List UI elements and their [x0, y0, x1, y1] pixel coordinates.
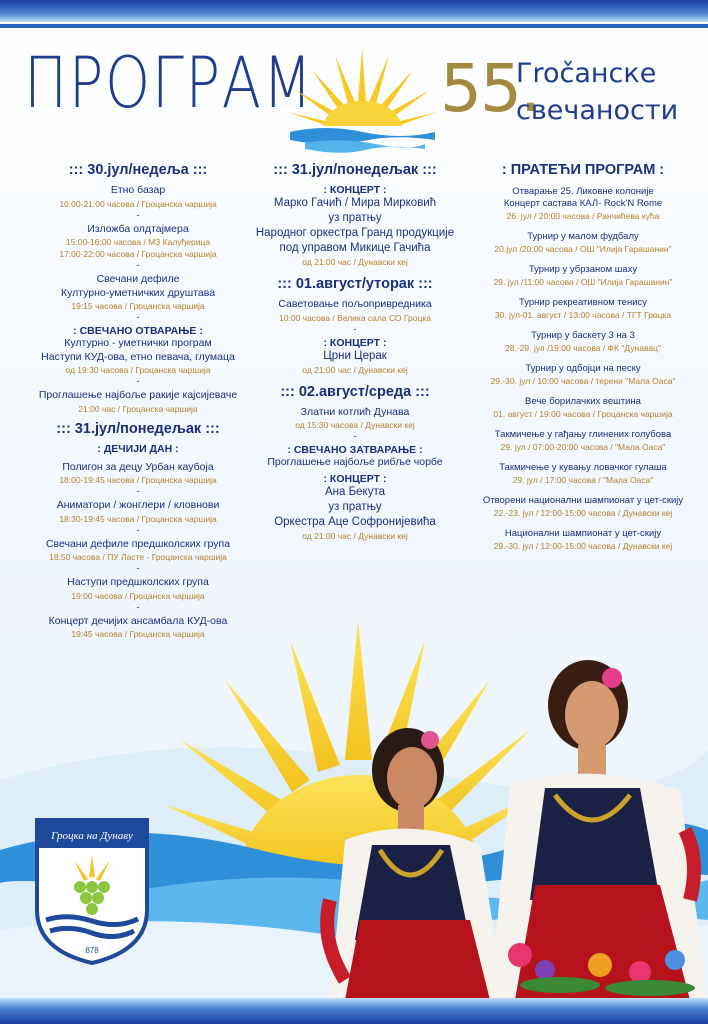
event-time: 29. јул / 07:00-20:00 часова / "Мала Оаса"	[500, 442, 666, 452]
event-time: 18:00-19:45 часова / Гроцанска чаршија	[59, 475, 217, 485]
event-name: под управом Микице Гачића	[279, 242, 431, 254]
event-time: од 21:00 час / Дунавски кеј	[302, 257, 408, 267]
event-block	[250, 184, 460, 268]
event-time: 20.јул /20:00 часова / ОШ "Илија Гарашанин"	[494, 244, 672, 254]
event-block	[465, 330, 701, 354]
event-name: Етно базар	[110, 184, 166, 196]
day-heading-31-jul: ::: 31.јул/понедељак :::	[56, 420, 220, 437]
municipality-crest	[32, 815, 152, 965]
event-name: Вече борилачких вештина	[525, 396, 641, 407]
section-heading: : СВЕЧАНО ОТВАРАЊЕ :	[73, 325, 203, 337]
event-block: Саветовање пољопривредника 10:00 часова / Велика сала СО Гроцка -	[250, 298, 460, 334]
event-block	[465, 528, 701, 552]
day-heading-01-aug: ::: 01.август/уторак :::	[277, 276, 433, 292]
event-name: Отворени национални шампионат у цет-скију	[482, 495, 684, 506]
event-time: 18:30-19:45 часова / Гроцанска чаршија	[59, 513, 217, 524]
event-time: 17:00-22:00 часова / Гроцанска чаршија	[59, 249, 217, 259]
event-name: Такмичење у гађању глинених голубова	[494, 429, 672, 440]
event-name: Наступи КУД-ова, етно певача, глумаца	[41, 350, 235, 363]
event-time: од 21:00 час / Дунавски кеј	[302, 530, 408, 541]
event-block	[465, 186, 701, 222]
event-block: Златни котлић Дунава од 15:30 часова / Дунавски кеј -	[250, 406, 460, 442]
event-block: : СВЕЧАНО ОТВАРАЊЕ : Културно - уметнички програм Наступи КУД-ова, етно певача, глумаца од 19:30 часова / Гроцанска чаршија -	[12, 325, 264, 386]
event-name: Турнир у баскету 3 на 3	[531, 330, 635, 341]
event-time: 15:00-16:00 часова / МЗ Калуђерица	[65, 237, 211, 247]
event-time: 30. јул-01. август / 13:00 часова / ТГТ Гроцка	[494, 310, 672, 320]
festival-name-line1: Гročанске	[516, 58, 657, 89]
event-name: уз пратњу	[328, 500, 382, 513]
event-block	[465, 363, 701, 387]
event-block: Свечани дефиле предшколских група 18:50 часова / ПУ Ласте - Гроцанска чаршија -	[12, 538, 264, 574]
edition-number: 55.	[440, 50, 539, 127]
event-time: 29. јул /11:00 часова / ОШ "Илија Гарашанин"	[493, 277, 673, 287]
program-column-2	[250, 162, 460, 545]
event-time: 29. јул / 17:00 часова / "Мала Оаса"	[512, 475, 654, 485]
event-name: Проглашење најбоље ракије кајсијеваче	[38, 389, 238, 401]
event-name: Народног оркестра Гранд продукције	[255, 227, 455, 239]
event-time: од 19:30 часова / Гроцанска чаршија	[65, 365, 211, 375]
event-name: Концерт дечијих ансамбала КУД-ова	[48, 614, 228, 627]
day-heading-30-jul: ::: 30.јул/недеља :::	[68, 162, 208, 178]
event-time: 29.-30. јул / 12:00-15:00 часова / Дунавски кеј	[493, 541, 673, 551]
sun-logo-icon	[285, 40, 440, 155]
program-column-1	[12, 162, 264, 643]
event-block	[465, 462, 701, 486]
event-name: Полигон за децу Урбан каубоја	[62, 460, 214, 473]
day-heading-02-aug: ::: 02.август/среда :::	[280, 383, 430, 400]
event-block	[465, 429, 701, 453]
event-name: Турнир у одбојци на песку	[525, 363, 641, 374]
side-program-heading: : ПРАТЕЋИ ПРОГРАМ :	[501, 162, 665, 178]
festival-name	[516, 55, 696, 129]
section-heading: : КОНЦЕРТ :	[323, 336, 387, 349]
event-name: Црни Церак	[323, 349, 387, 362]
section-heading: : СВЕЧАНО ЗАТВАРАЊЕ :	[287, 444, 423, 456]
event-name: Оркестра Аце Софронијевића	[274, 515, 436, 528]
event-time: 19:45 часова / Гроцанска чаршија	[71, 629, 205, 639]
section-heading: : ДЕЧИЈИ ДАН :	[97, 442, 179, 455]
event-name: Отварање 25. Ликовне колоније	[512, 186, 654, 197]
event-time: од 15:30 часова / Дунавски кеј	[295, 420, 415, 430]
event-name: Марко Гачић / Мира Мирковић	[273, 197, 437, 209]
event-block: Полигон за децу Урбан каубоја 18:00-19:45 часова / Гроцанска чаршија -	[12, 461, 264, 497]
event-time: 19:15 часова / Гроцанска чаршија	[71, 301, 205, 311]
bottom-border-stripe	[0, 998, 708, 1024]
program-column-3	[465, 162, 701, 561]
event-time: 10:00-21:00 часова / Гроцанска чаршија	[59, 198, 217, 209]
event-name: Ана Бекута	[325, 485, 385, 498]
event-time: 26. јул / 20:00 часова / Ранчићева кућа	[506, 211, 660, 221]
event-block	[465, 297, 701, 321]
event-time: 29.-30. јул / 10:00 часова / терени "Мала Оаса"	[490, 376, 676, 386]
event-block	[465, 495, 701, 519]
event-block	[12, 389, 264, 415]
event-name: Изложба олдтајмера	[87, 222, 189, 235]
crest-shield-icon	[32, 815, 152, 965]
event-time: 19:00 часова / Гроцанска чаршија	[71, 590, 205, 601]
event-name: Аниматори / жонглери / кловнови	[56, 499, 220, 511]
event-name: Културно - уметнички програм	[64, 337, 212, 349]
event-block	[465, 396, 701, 420]
event-block: Аниматори / жонглери / кловнови 18:30-19:45 часова / Гроцанска чаршија -	[12, 499, 264, 535]
event-name: уз пратњу	[328, 212, 382, 224]
event-block: Етно базар 10:00-21:00 часова / Гроцанска чаршија -	[12, 184, 264, 220]
crest-year: 878	[85, 946, 99, 955]
festival-name-line2: свечаности	[516, 95, 679, 126]
event-name: Златни котлић Дунава	[300, 405, 410, 418]
event-name: Проглашење најбоље рибље чорбе	[267, 456, 443, 468]
event-name: Свечани дефиле	[96, 273, 180, 285]
event-time: 28.-29. јул /19:00 часова / ФК "Дунавац"	[505, 343, 661, 353]
event-time: од 21:00 час / Дунавски кеј	[302, 364, 408, 375]
event-name: Културно-уметничких друштава	[60, 286, 216, 299]
event-block: Свечани дефиле Културно-уметничких друштава 19:15 часова / Гроцанска чаршија -	[12, 273, 264, 322]
event-block	[250, 444, 460, 470]
event-name: Саветовање пољопривредника	[278, 298, 432, 310]
day-heading-31-jul: ::: 31.јул/понедељак :::	[273, 162, 437, 178]
event-time: 21:00 час / Гроцанска чаршија	[78, 403, 198, 414]
crest-text: Гроцка на Дунаву	[51, 830, 133, 842]
event-name: Турнир у убрзаном шаху	[528, 264, 638, 275]
event-block	[250, 473, 460, 542]
event-block	[250, 337, 460, 376]
top-border-line	[0, 24, 708, 28]
event-name: Турнир рекреативном тенису	[518, 297, 648, 308]
event-name: Турнир у малом фудбалу	[527, 231, 639, 242]
event-time: 10:00 часова / Велика сала СО Гроцка	[279, 312, 431, 323]
event-time: 01. август / 19:00 часова / Гроцанска чаршија	[493, 409, 673, 419]
event-block: Наступи предшколских група 19:00 часова / Гроцанска чаршија -	[12, 576, 264, 612]
page-title: ПРОГРАМ	[24, 42, 314, 124]
event-time: 22.-23. јул / 12:00-15:00 часова / Дунавски кеј	[493, 508, 673, 518]
section-heading: : КОНЦЕРТ :	[323, 472, 387, 485]
event-time: 18:50 часова / ПУ Ласте - Гроцанска чаршија	[49, 552, 227, 562]
event-block	[465, 264, 701, 288]
top-border-stripe	[0, 0, 708, 22]
event-name: Национални шампионат у цет-скију	[504, 528, 662, 539]
event-name: Свечани дефиле предшколских група	[45, 537, 231, 550]
section-heading: : КОНЦЕРТ :	[323, 184, 387, 196]
event-block: Изложба олдтајмера 15:00-16:00 часова / МЗ Калуђерица 17:00-22:00 часова / Гроцанска чаршија -	[12, 223, 264, 271]
event-name: Такмичење у кувању ловачког гулаша	[499, 462, 667, 473]
event-name: Концерт састава КАЛ- Rock'N Rome	[503, 198, 663, 209]
event-name: Наступи предшколских група	[67, 576, 209, 588]
event-block	[465, 231, 701, 255]
